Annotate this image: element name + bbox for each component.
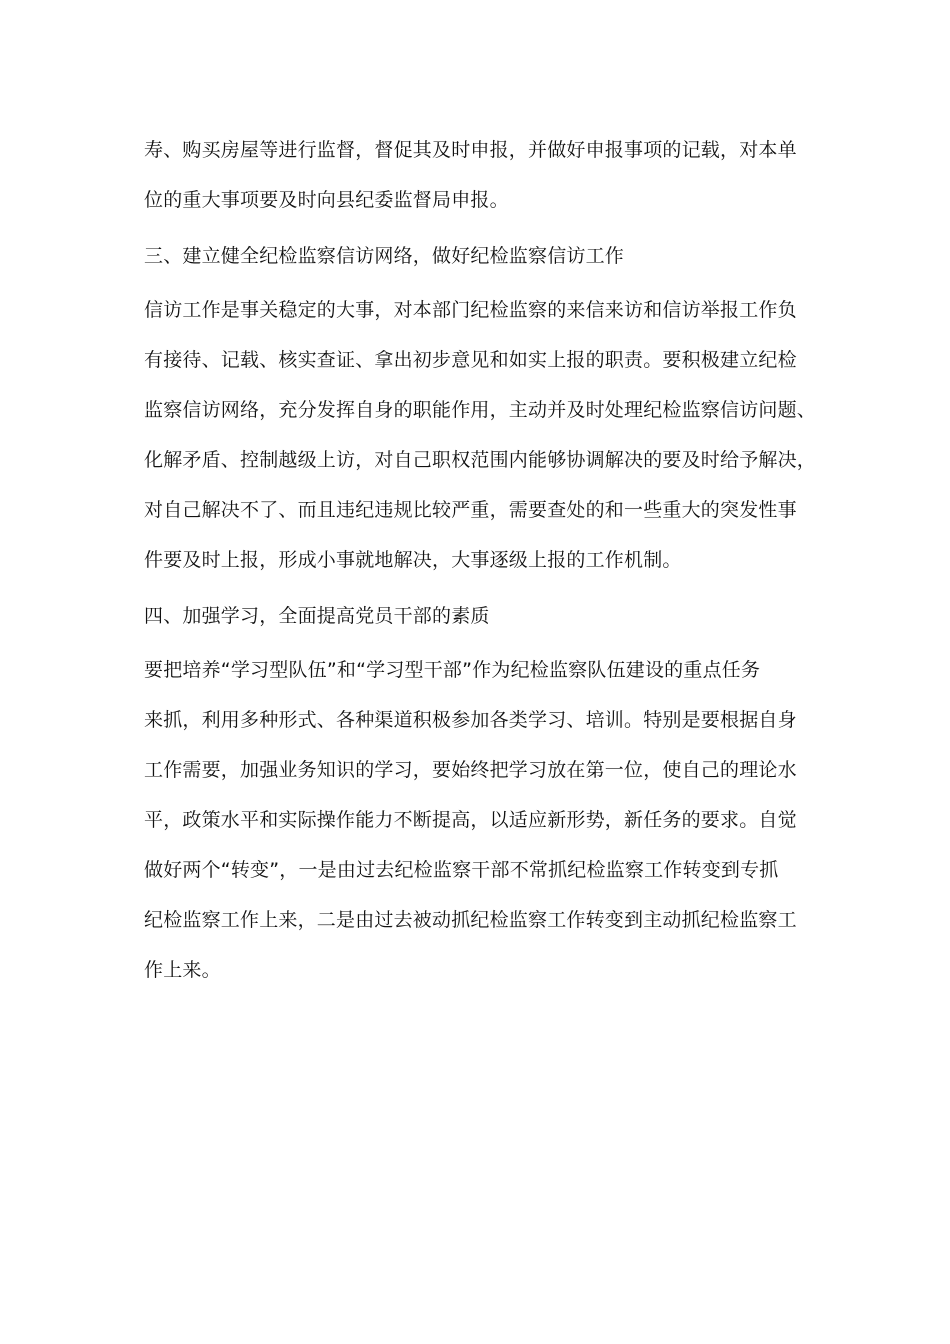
text-line: 对自己解决不了、而且违纪违规比较严重，需要查处的和一些重大的突发性事 — [144, 499, 797, 521]
section-heading-3: 三、建立健全纪检监察信访网络，做好纪检监察信访工作 — [144, 245, 625, 267]
text-line: 做好两个“转变”，一是由过去纪检监察干部不常抓纪检监察工作转变到专抓 — [144, 859, 779, 881]
text-line: 要把培养“学习型队伍”和“学习型干部”作为纪检监察队伍建设的重点任务 — [144, 659, 761, 681]
text-line: 平，政策水平和实际操作能力不断提高，以适应新形势，新任务的要求。自觉 — [144, 809, 797, 831]
text-line: 纪检监察工作上来，二是由过去被动抓纪检监察工作转变到主动抓纪检监察工 — [144, 909, 797, 931]
text-line: 来抓，利用多种形式、各种渠道积极参加各类学习、培训。特别是要根据自身 — [144, 709, 797, 731]
text-line: 有接待、记载、核实查证、拿出初步意见和如实上报的职责。要积极建立纪检 — [144, 349, 797, 371]
text-line: 寿、购买房屋等进行监督，督促其及时申报，并做好申报事项的记载，对本单 — [144, 139, 797, 161]
text-line: 信访工作是事关稳定的大事，对本部门纪检监察的来信来访和信访举报工作负 — [144, 299, 797, 321]
text-line: 作上来。 — [144, 959, 221, 981]
text-line: 件要及时上报，形成小事就地解决，大事逐级上报的工作机制。 — [144, 549, 682, 571]
section-heading-4: 四、加强学习，全面提高党员干部的素质 — [144, 605, 490, 627]
text-line: 化解矛盾、控制越级上访，对自己职权范围内能够协调解决的要及时给予解决， — [144, 449, 817, 471]
text-line: 监察信访网络，充分发挥自身的职能作用，主动并及时处理纪检监察信访问题、 — [144, 399, 817, 421]
text-line: 位的重大事项要及时向县纪委监督局申报。 — [144, 189, 509, 211]
text-line: 工作需要，加强业务知识的学习，要始终把学习放在第一位，使自己的理论水 — [144, 759, 797, 781]
